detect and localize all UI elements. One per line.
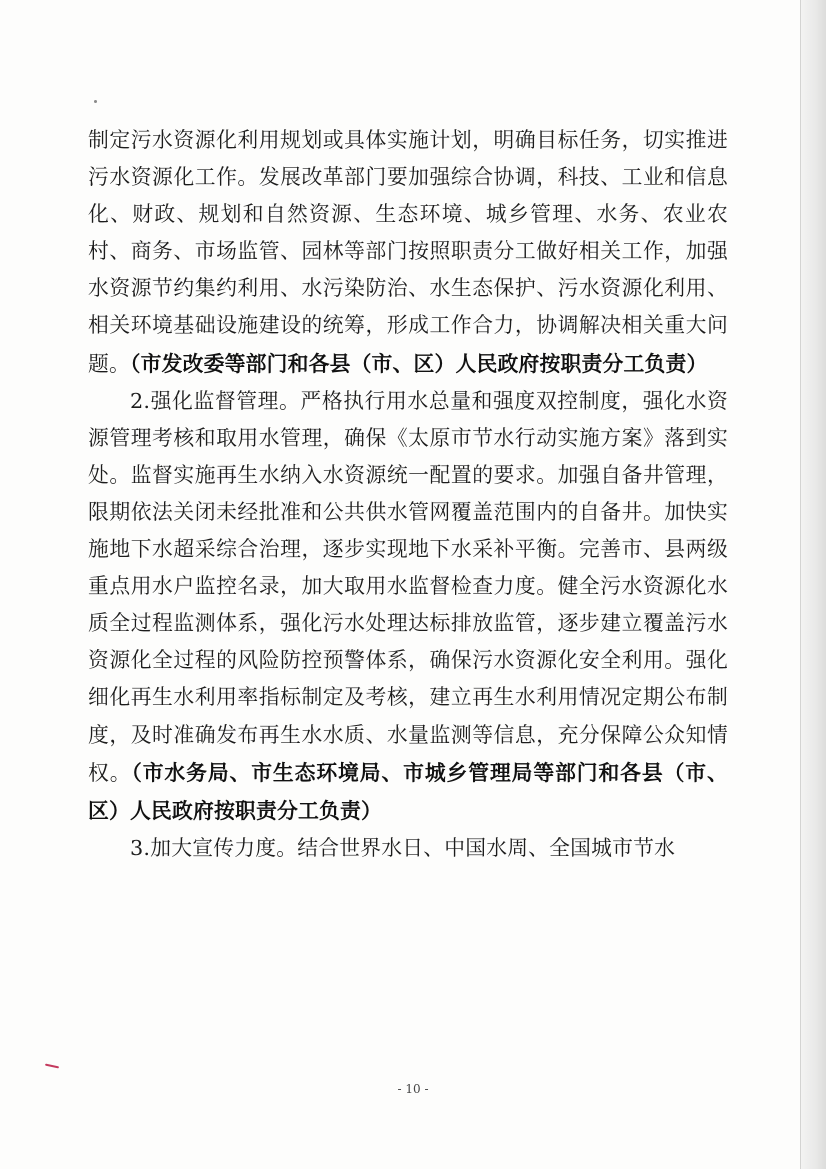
paragraph-2-text: 2.强化监督管理。严格执行用水总量和强度双控制度，强化水资源管理考核和取用水管理，确保《太原市节水行动实施方案》落到实处。监督实施再生水纳入水资源统一配置的要求。加强自备井管理，限期依法关闭未经批准和公共供水管网覆盖范围内的自备井。加快实施地下水超采综合治理，逐步实现地下水采补平衡。完善市、县两级重点用水户监控名录，加大取用水监督检查力度。健全污水资源化水质全过程监测体系，强化污水处理达标排放监管，逐步建立覆盖污水资源化全过程的风险防控预警体系，确保污水资源化安全利用。强化细化再生水利用率指标制定及考核，建立再生水利用情况定期公布制度，及时准确发布再生水水质、水量监测等信息，充分保障公众知情权。 [88, 388, 728, 785]
page-number: - 10 - [397, 1082, 429, 1096]
paragraph-1 [88, 122, 728, 383]
pen-mark [45, 1064, 59, 1069]
paragraph-2 [88, 383, 728, 830]
paragraph-2-responsibility: （市水务局、市生态环境局、市城乡管理局等部门和各县（市、区）人民政府按职责分工负责） [88, 759, 728, 823]
paragraph-3 [88, 830, 728, 867]
paragraph-1-text: 制定污水资源化利用规划或具体实施计划，明确目标任务，切实推进污水资源化工作。发展改革部门要加强综合协调，科技、工业和信息化、财政、规划和自然资源、生态环境、城乡管理、水务、农业农村、商务、市场监管、园林等部门按照职责分工做好相关工作，加强水资源节约集约利用、水污染防治、水生态保护、污水资源化利用、相关环境基础设施建设的统筹，形成工作合力，协调解决相关重大问题。 [88, 128, 728, 376]
scan-edge [800, 0, 826, 1169]
body-text [88, 122, 728, 867]
paragraph-3-text: 3.加大宣传力度。结合世界水日、中国水周、全国城市节水 [130, 835, 676, 860]
paragraph-1-responsibility: （市发改委等部门和各县（市、区）人民政府按职责分工负责） [130, 350, 708, 376]
scan-speck [94, 100, 97, 103]
